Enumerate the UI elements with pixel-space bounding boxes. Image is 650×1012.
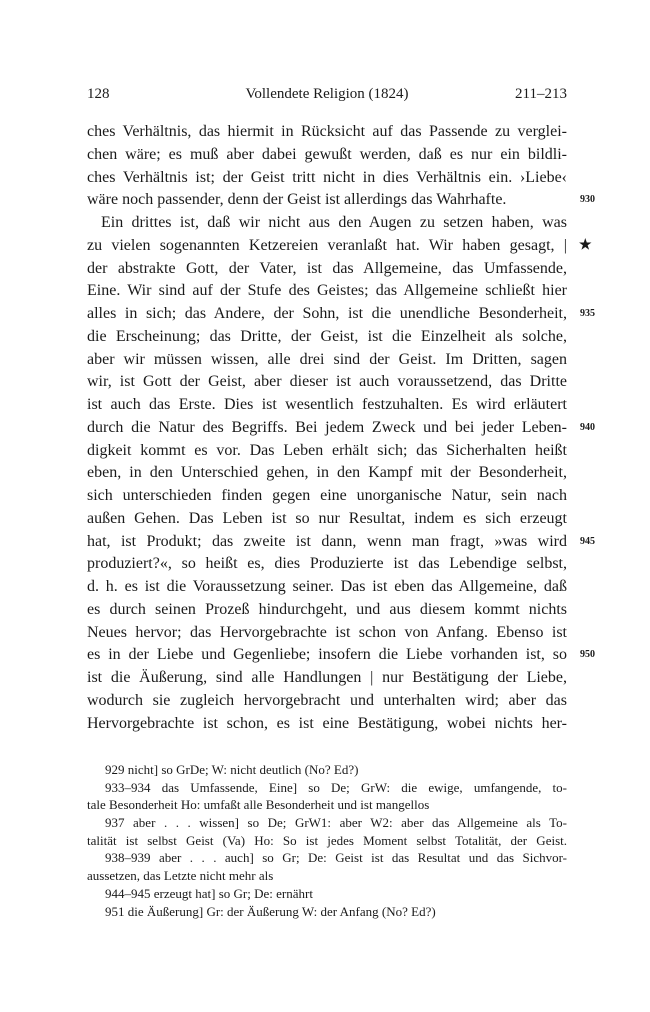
text-line: [87, 189, 595, 212]
running-header: [87, 86, 567, 108]
text-line: [87, 462, 567, 485]
text-line: [87, 326, 567, 349]
line-text: Ein drittes ist, daß wir nicht aus den Augen zu setzen haben, was: [101, 214, 567, 231]
line-text: Neues hervor; das Hervorgebrachte ist schon von Anfang. Ebenso ist: [87, 623, 567, 641]
footnote-line: 938–939 aber . . . auch] so Gr; De: Geist ist das Resultat und das Sichvor-: [105, 850, 567, 866]
text-line: [87, 167, 567, 190]
text-line: [87, 235, 592, 258]
line-text: Eine. Wir sind auf der Stufe des Geistes; das Allgemeine schließt hier: [87, 282, 567, 300]
text-line: [87, 576, 567, 599]
footnote-line: aussetzen, das Letzte nicht mehr als: [87, 868, 274, 884]
text-line: [87, 553, 567, 576]
line-text: der abstrakte Gott, der Vater, ist das Allgemeine, das Umfassende,: [87, 259, 567, 277]
line-text: aber wir müssen wissen, alle drei sind der Geist. Im Dritten, sagen: [87, 350, 567, 368]
line-text: ches Verhältnis, das hiermit in Rücksicht auf das Passende zu verglei-: [87, 123, 567, 140]
line-text: es in der Liebe und Gegenliebe; insofern die Liebe vorhanden ist, so: [87, 646, 567, 664]
line-text: zu vielen sogenannten Ketzereien veranlaßt hat. Wir haben gesagt, |: [87, 236, 567, 254]
footnote-line: 937 aber . . . wissen] so De; GrW1: aber W2: aber das Allgemeine als To-: [105, 815, 567, 831]
text-line: [87, 258, 567, 281]
line-text: durch die Natur des Begriffs. Bei jedem Zweck und bei jeder Leben-: [87, 418, 567, 436]
line-text: ist die Äußerung, sind alle Handlungen | nur Bestätigung der Liebe,: [87, 669, 567, 686]
footnote-line: tale Besonderheit Ho: umfaßt alle Besonderheit und ist mangellos: [87, 797, 430, 813]
line-number: 950: [580, 649, 595, 661]
line-text: d. h. es ist die Voraussetzung seiner. Das ist eben das Allgemeine, daß: [87, 578, 567, 595]
text-line: [87, 485, 567, 508]
footnote-line: talität ist selbst Geist (Va) Ho: So ist jedes Moment selbst Totalität, der Geist.: [87, 832, 567, 848]
line-text: ches Verhältnis ist; der Geist tritt nicht in dies Verhältnis ein. ›Liebe‹: [87, 168, 567, 186]
text-line: [87, 599, 567, 622]
line-text: produziert?«, so heißt es, dies Produzierte ist das Lebendige selbst,: [87, 555, 567, 573]
text-line: [87, 440, 567, 463]
text-line: [87, 690, 567, 713]
line-text: ist auch das Erste. Dies ist wesentlich festzuhalten. Es wird erläutert: [87, 396, 567, 413]
footnotes: [87, 761, 567, 920]
line-text: hat, ist Produkt; das zweite ist dann, wenn man fragt, »was wird: [87, 532, 567, 550]
page-range: 211–213: [515, 86, 567, 102]
running-title: Vollendete Religion (1824): [245, 86, 409, 102]
line-text: die Erscheinung; das Dritte, der Geist, ist die Einzelheit als solche,: [87, 327, 567, 345]
text-line: [87, 508, 567, 531]
line-text: alles in sich; das Andere, der Sohn, ist die unendliche Besonderheit,: [87, 305, 567, 322]
line-text: chen wäre; es muß aber dabei gewußt werden, daß es nur ein bildli-: [87, 145, 567, 163]
line-text: außen Gehen. Das Leben ist so nur Resultat, indem es sich erzeugt: [87, 509, 567, 527]
line-number: 945: [580, 535, 595, 547]
main-text: [87, 121, 595, 735]
text-line: [87, 280, 567, 303]
text-line: [87, 713, 567, 736]
line-text: es durch seinen Prozeß hindurchgeht, und aus diesem kommt nichts: [87, 600, 567, 618]
footnote-line: 944–945 erzeugt hat] so Gr; De: ernährt: [105, 885, 313, 901]
text-line: [87, 212, 567, 235]
line-number: 930: [580, 194, 595, 206]
line-text: wir, ist Gott der Geist, aber dieser ist auch voraussetzend, das Dritte: [87, 373, 567, 391]
text-line: [87, 303, 595, 326]
line-text: wäre noch passender, denn der Geist ist allerdings das Wahrhafte.: [87, 191, 507, 209]
footnote-line: 929 nicht] so GrDe; W: nicht deutlich (No? Ed?): [105, 762, 359, 777]
text-line: [87, 394, 567, 417]
text-line: [87, 644, 595, 667]
text-line: [87, 531, 595, 554]
text-line: [87, 667, 567, 690]
text-line: [87, 144, 567, 167]
text-line: [87, 622, 567, 645]
line-text: wodurch sie zugleich hervorgebracht und unterhalten wird; aber das: [87, 691, 567, 709]
line-number: 935: [580, 308, 595, 319]
line-text: eben, in den Unterschied gehen, in den Kampf mit der Besonderheit,: [87, 464, 567, 482]
footnote-line: 951 die Äußerung] Gr: der Äußerung W: der Anfang (No? Ed?): [105, 903, 436, 919]
text-line: [87, 349, 567, 372]
text-line: [87, 121, 567, 144]
line-text: digkeit kommt es vor. Das Leben erhält sich; das Sicherhalten heißt: [87, 441, 567, 459]
footnote-line: 933–934 das Umfassende, Eine] so De; GrW: die ewige, umfangende, to-: [105, 779, 567, 795]
page-break-marker: ★: [579, 237, 592, 253]
line-text: Hervorgebrachte ist schon, es ist eine Bestätigung, wobei nichts her-: [87, 714, 567, 732]
page-number: 128: [87, 86, 110, 102]
line-text: sich unterschieden finden gegen eine unorganische Natur, sein nach: [87, 487, 567, 504]
text-line: [87, 417, 595, 440]
line-number: 940: [580, 421, 595, 433]
text-line: [87, 371, 567, 394]
